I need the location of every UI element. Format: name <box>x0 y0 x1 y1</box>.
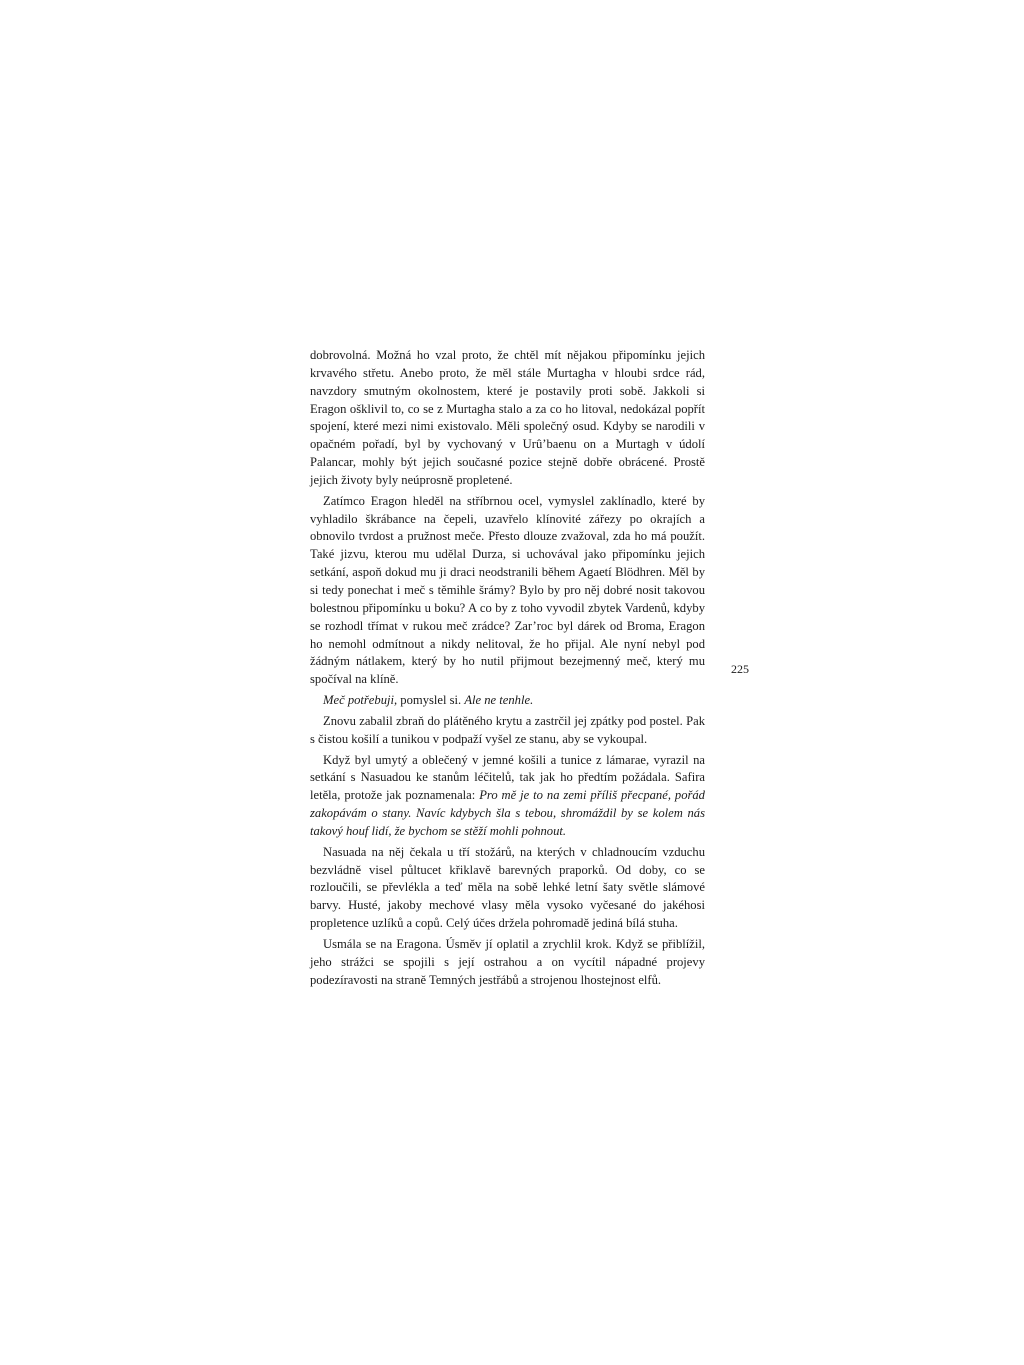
paragraph-1-text: dobrovolná. Možná ho vzal proto, že chtěl mít nějakou připomínku jejich krvavého střetu. Anebo proto, že měl stále Murtagha v hloubi srdce rád, navzdory smutným okolnostem, které je postavily proti sobě. Jakkoli si Eragon ošklivil to, co se z Murtagha stalo a za co ho litoval, nedokázal popřít spojení, které mezi nimi existovalo. Měli společný osud. Kdyby se narodili v opačném pořadí, byl by vychovaný v Urû’baenu on a Murtagh v údolí Palancar, mohly být jejich současné pozice stejně dobře obrácené. Prostě jejich životy byly neúprosně propletené. <box>310 348 705 487</box>
paragraph-6-text: Nasuada na něj čekala u tří stožárů, na kterých v chladnoucím vzduchu bezvládně visel půltucet křiklavě barevných praporků. Od doby, co se rozloučili, se převlékla a teď měla na sobě lehké letní šaty světle slámové barvy. Husté, jakoby mechové vlasy měla vysoko vyčesané do jakéhosi propletence uzlíků a copů. Celý účes držela pohromadě jediná bílá stuha. <box>310 844 705 931</box>
paragraph-3 <box>310 692 705 710</box>
paragraph-3-thought-2: Ale ne tenhle. <box>464 693 534 708</box>
paragraph-5 <box>310 752 705 841</box>
paragraph-3-text: pomyslel si. <box>397 693 465 708</box>
paragraph-1 <box>310 347 705 490</box>
paragraph-7 <box>310 936 705 990</box>
body-text <box>310 347 705 990</box>
page-number: 225 <box>731 662 749 676</box>
paragraph-3-thought-1: Meč potřebuji, <box>323 693 398 708</box>
paragraph-2 <box>310 493 705 689</box>
paragraph-4-text: Znovu zabalil zbraň do plátěného krytu a zastrčil jej zpátky pod postel. Pak s čistou košilí a tunikou v podpaží vyšel ze stanu, aby se vykoupal. <box>310 713 705 746</box>
paragraph-7-text: Usmála se na Eragona. Úsměv jí oplatil a zrychlil krok. Když se přiblížil, jeho strážci se spojili s její ostrahou a on vycítil nápadné projevy podezíravosti na straně Temných jestřábů a strojenou lhostejnost elfů. <box>310 937 705 987</box>
paragraph-4 <box>310 713 705 749</box>
paragraph-5-thought: Pro mě je to na zemi příliš přecpané, pořád zakopávám o stany. Navíc kdybych šla s tebou, shromáždil by se kolem nás takový houf lidí, že bychom se stěží mohli pohnout. <box>310 788 705 838</box>
paragraph-5-text: Když byl umytý a oblečený v jemné košili a tunice z lámarae, vyrazil na setkání s Nasuadou ke stanům léčitelů, tak jak ho předtím požádala. Safira letěla, protože jak poznamenala: <box>310 752 705 803</box>
paragraph-6 <box>310 844 705 933</box>
paragraph-2-text: Zatímco Eragon hleděl na stříbrnou ocel, vymyslel zaklínadlo, které by vyhladilo škrábance na čepeli, uzavřelo klínovité zářezy po okrajích a obnovilo tvrdost a pružnost meče. Přesto dlouze zvažoval, zda ho má použít. Také jizvu, kterou mu udělal Durza, si uchovával jako připomínku jejich setkání, aspoň dokud mu ji draci neodstranili během Agaetí Blödhren. Měl by si tedy ponechat i meč s těmihle šrámy? Bylo by pro něj dobré nosit takovou bolestnou připomínku u boku? A co by z toho vyvodil zbytek Vardenů, kdyby se rozhodl třímat v rukou meč zrádce? Zar’roc byl dárek od Broma, Eragon ho nemohl odmítnout a nikdy nelitoval, že ho přijal. Ale nyní nebyl pod žádným nátlakem, který by ho nutil přijmout bezejmenný meč, který mu spočíval na klíně. <box>310 493 705 687</box>
